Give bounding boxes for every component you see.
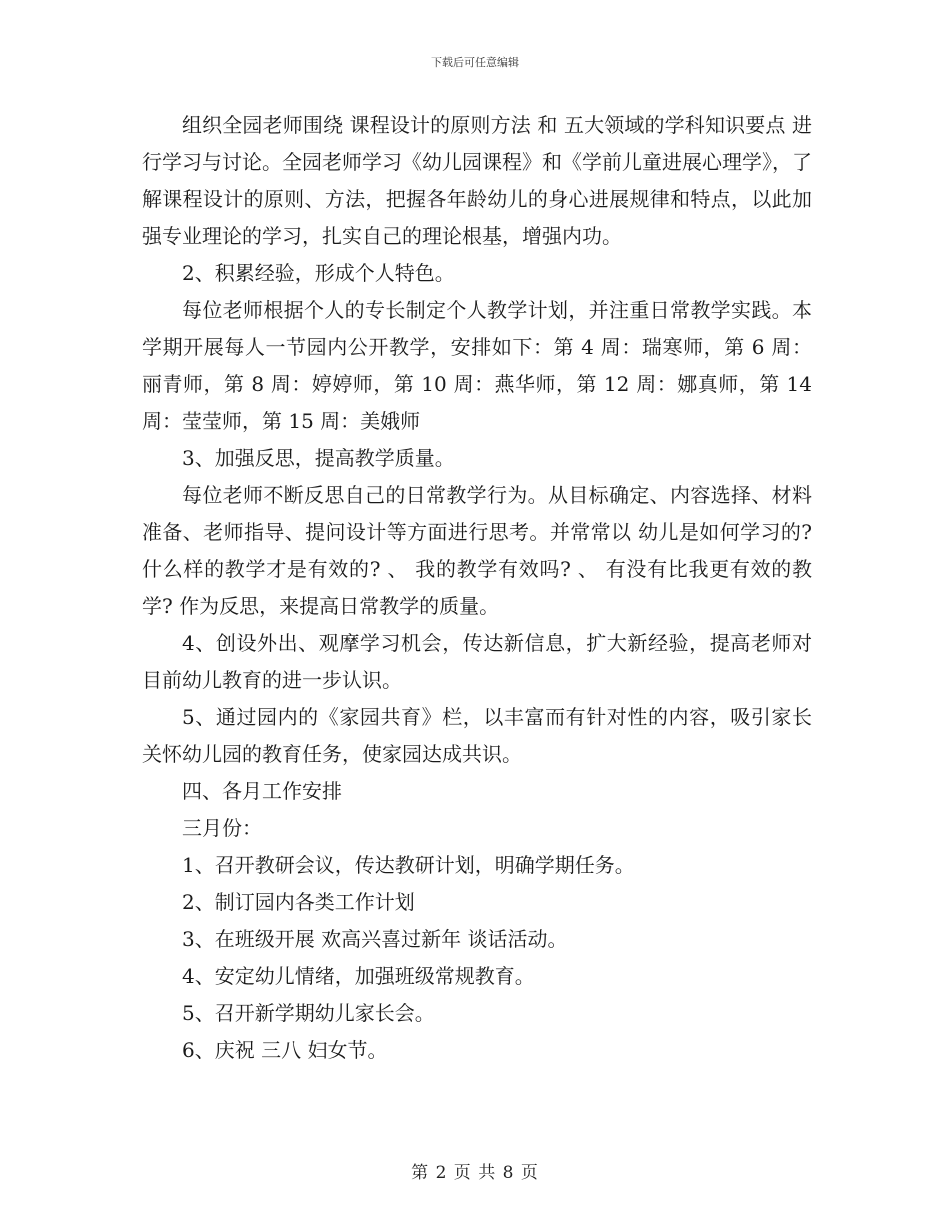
list-item: 1、召开教研会议，传达教研计划，明确学期任务。 [182, 853, 635, 877]
paragraph: 2、积累经验，形成个人特色。 [182, 261, 455, 285]
paragraph: 4、创设外出、观摩学习机会，传达新信息，扩大新经验，提高老师对目前幼儿教育的进一步认识。 [142, 631, 812, 692]
paragraph: 组织全园老师围绕 课程设计的原则方法 和 五大领域的学科知识要点 进行学习与讨论。全园老师学习《幼儿园课程》和《学前儿童进展心理学》，了解课程设计的原则、方法，把握各年龄幼儿的身心进展规律和特点，以此加强专业理论的学习，扎实自己的理论根基，增强内功。 [142, 113, 812, 248]
paragraph: 5、通过园内的《家园共育》栏，以丰富而有针对性的内容，吸引家长关怀幼儿园的教育任务，使家园达成共识。 [142, 705, 812, 766]
list-item: 2、制订园内各类工作计划 [182, 890, 415, 914]
list-item: 3、在班级开展 欢高兴喜过新年 谈话活动。 [182, 927, 568, 951]
page-header: 下载后可任意编辑 [431, 56, 519, 69]
list-item: 4、安定幼儿情绪，加强班级常规教育。 [182, 964, 535, 988]
paragraph: 每位老师不断反思自己的日常教学行为。从目标确定、内容选择、材料准备、老师指导、提问设计等方面进行思考。并常常以 幼儿是如何学习的? 什么样的教学才是有效的? 、 我的教学有效吗? 、 有没有比我更有效的教学? 作为反思，来提高日常教学的质量。 [142, 483, 812, 618]
list-item: 5、召开新学期幼儿家长会。 [182, 1001, 435, 1025]
document-body [142, 107, 812, 1069]
paragraph: 3、加强反思，提高教学质量。 [182, 446, 455, 470]
subsection-heading: 三月份： [182, 816, 262, 840]
section-heading: 四、各月工作安排 [182, 779, 342, 803]
paragraph: 每位老师根据个人的专长制定个人教学计划，并注重日常教学实践。本学期开展每人一节园内公开教学，安排如下：第 4 周：瑞寒师，第 6 周：丽青师，第 8 周：婷婷师，第 10 周：燕华师，第 12 周：娜真师，第 14 周：莹莹师，第 15 周：美娥师 [142, 298, 812, 433]
page-footer: 第 2 页 共 8 页 [411, 1163, 539, 1183]
list-item: 6、庆祝 三八 妇女节。 [182, 1038, 388, 1062]
